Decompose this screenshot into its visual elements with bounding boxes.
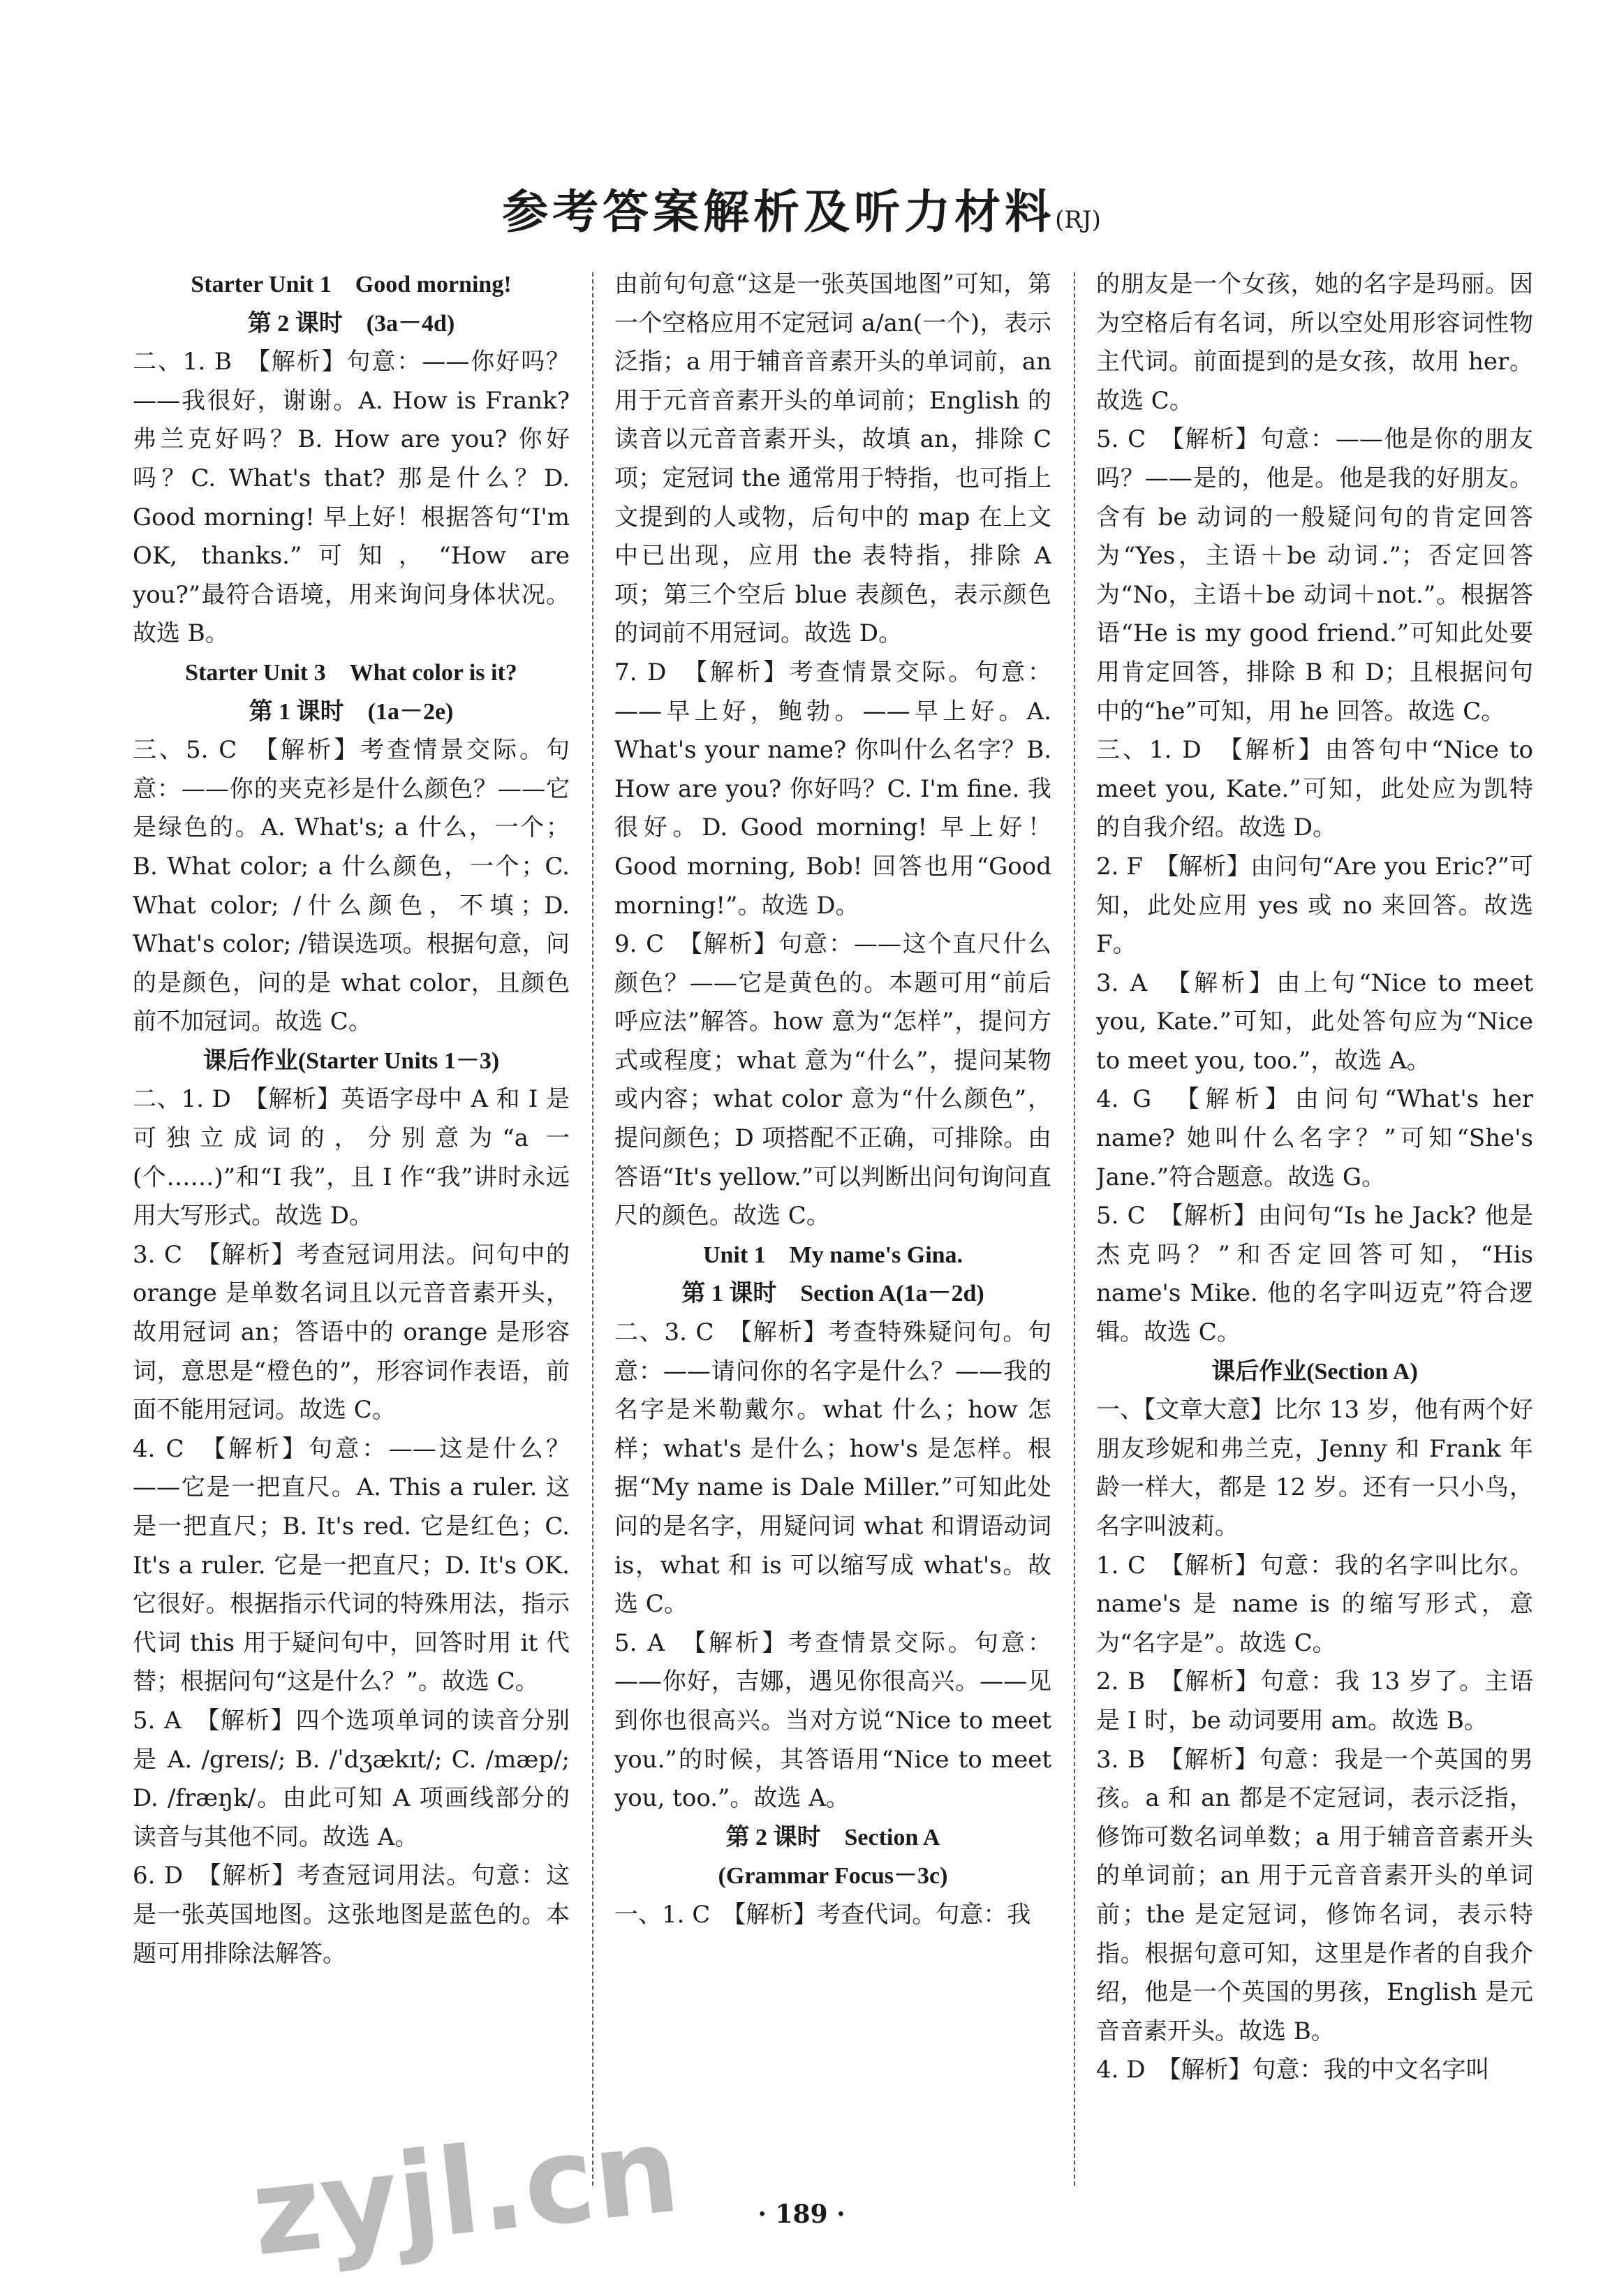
answer-item: 2. B 【解析】句意：我 13 岁了。主语是 I 时，be 动词要用 am。故选 B。	[1096, 1668, 1533, 1735]
answer-item: 三、1. D 【解析】由答句中“Nice to meet you, Kate.”可知，此处应为凯特的自我介绍。故选 D。	[1096, 736, 1533, 842]
section-heading: 课后作业(Section A)	[1211, 1358, 1418, 1385]
answer-item: 由前句句意“这是一张英国地图”可知，第一个空格应用不定冠词 a/an(一个)，表示泛指；a 用于辅音音素开头的单词前，an 用于元音音素开头的单词前；English 的读音以元音音素开头，故填 an，排除 C 项；定冠词 the 通常用于特指，也可指上文提到的人或物，后句中的 map 在上文中已出现，应用 the 表特指，排除 A 项；第三个空后 blue 表颜色，表示颜色的词前不用冠词。故选 D。	[614, 270, 1051, 648]
column-divider	[592, 272, 593, 2186]
page-header	[0, 175, 1603, 241]
section-heading: (Grammar Focus－3c)	[718, 1863, 948, 1890]
edition-code: (RJ)	[1055, 206, 1101, 234]
section-heading: 第 2 课时 (3a－4d)	[247, 310, 455, 337]
answer-item: 三、5. C 【解析】考查情景交际。句意：——你的夹克衫是什么颜色？——它是绿色的。A. What's; a 什么，一个；B. What color; a 什么颜色，一个；C. What color; /什么颜色，不填；D. What's color; /错误选项。根据句意，问的是颜色，问的是 what color，且颜色前不加冠词。故选 C。	[133, 736, 570, 1036]
section-heading: 第 1 课时 Section A(1a－2d)	[681, 1281, 984, 1307]
column-1	[133, 265, 570, 2193]
answer-item: 3. C 【解析】考查冠词用法。问句中的 orange 是单数名词且以元音音素开头，故用冠词 an；答语中的 orange 是形容词，意思是“橙色的”，形容词作表语，前面不能用冠词。故选 C。	[133, 1240, 570, 1425]
answer-item: 4. D 【解析】句意：我的中文名字叫	[1096, 2056, 1490, 2084]
column-divider	[1074, 272, 1075, 2186]
page-number: · 189 ·	[758, 2200, 845, 2229]
answer-item: 一、【文章大意】比尔 13 岁，他有两个好朋友珍妮和弗兰克，Jenny 和 Frank 年龄一样大，都是 12 岁。还有一只小鸟，名字叫波莉。	[1096, 1396, 1533, 1540]
answer-item: 5. C 【解析】句意：——他是你的朋友吗？——是的，他是。他是我的好朋友。含有 be 动词的一般疑问句的肯定回答为“Yes，主语＋be 动词.”；否定回答为“No，主语＋be 动词＋not.”。根据答语“He is my good friend.”可知此处要用肯定回答，排除 B 和 D；且根据问句中的“he”可知，用 he 回答。故选 C。	[1096, 425, 1533, 726]
answer-item: 的朋友是一个女孩，她的名字是玛丽。因为空格后有名词，所以空处用形容词性物主代词。前面提到的是女孩，故用 her。故选 C。	[1096, 270, 1533, 415]
page-title: 参考答案解析及听力材料	[502, 184, 1056, 239]
answer-item: 7. D 【解析】考查情景交际。句意：——早上好，鲍勃。——早上好。A. What's your name? 你叫什么名字？B. How are you? 你好吗？C. I'm fine. 我很好。D. Good morning! 早上好！Good morning, Bob! 回答也用“Good morning!”。故选 D。	[614, 658, 1051, 920]
section-heading: Starter Unit 1 Good morning!	[191, 272, 512, 297]
answer-item: 4. C 【解析】句意：——这是什么？——它是一把直尺。A. This a ruler. 这是一把直尺；B. It's red. 它是红色；C. It's a ruler. 它是一把直尺；D. It's OK. 它很好。根据指示代词的特殊用法，指示代词 this 用于疑问句中，回答时用 it 代替；根据问句“这是什么？”。故选 C。	[133, 1434, 570, 1696]
watermark: zyjl.cn	[245, 2100, 686, 2283]
column-3	[1096, 265, 1533, 2193]
column-2	[614, 265, 1051, 2193]
answer-item: 3. B 【解析】句意：我是一个英国的男孩。a 和 an 都是不定冠词，表示泛指，修饰可数名词单数；a 用于辅音音素开头的单词前；an 用于元音音素开头的单词前；the 是定冠词，修饰名词，表示特指。根据句意可知，这里是作者的自我介绍，他是一个英国的男孩，English 是元音音素开头。故选 B。	[1096, 1745, 1533, 2045]
section-heading: 第 2 课时 Section A	[725, 1824, 940, 1850]
answer-item: 一、1. C 【解析】考查代词。句意：我	[614, 1900, 1031, 1929]
answer-item: 5. A 【解析】考查情景交际。句意：——你好，吉娜，遇见你很高兴。——见到你也很高兴。当对方说“Nice to meet you.”的时候，其答语用“Nice to meet you, too.”。故选 A。	[614, 1628, 1051, 1813]
answer-item: 二、1. B 【解析】句意：——你好吗？——我很好，谢谢。A. How is Frank? 弗兰克好吗？B. How are you? 你好吗？C. What's that? 那是什么？D. Good morning! 早上好！根据答句“I'm OK, thanks.”可知，“How are you?”最符合语境，用来询问身体状况。故选 B。	[133, 348, 570, 648]
answer-item: 5. A 【解析】四个选项单词的读音分别是 A. /greɪs/; B. /ˈdʒækɪt/; C. /mæp/; D. /fræŋk/。由此可知 A 项画线部分的读音与其他不同。故选 A。	[133, 1706, 570, 1851]
answer-item: 4. G 【解析】由问句“What's her name? 她叫什么名字？”可知“She's Jane.”符合题意。故选 G。	[1096, 1085, 1533, 1191]
answer-item: 6. D 【解析】考查冠词用法。句意：这是一张英国地图。这张地图是蓝色的。本题可用排除法解答。	[133, 1862, 570, 1968]
answer-item: 二、3. C 【解析】考查特殊疑问句。句意：——请问你的名字是什么？——我的名字是米勒戴尔。what 什么；how 怎样；what's 是什么；how's 是怎样。根据“My name is Dale Miller.”可知此处问的是名字，用疑问词 what 和谓语动词 is，what 和 is 可以缩写成 what's。故选 C。	[614, 1318, 1051, 1619]
section-heading: 第 1 课时 (1a－2e)	[249, 698, 454, 725]
answer-item: 1. C 【解析】句意：我的名字叫比尔。name's 是 name is 的缩写形式，意为“名字是”。故选 C。	[1096, 1551, 1533, 1657]
section-heading: Starter Unit 3 What color is it?	[185, 659, 517, 686]
section-heading: 课后作业(Starter Units 1－3)	[202, 1047, 500, 1074]
answer-item: 5. C 【解析】由问句“Is he Jack? 他是杰克吗？”和否定回答可知，“His name's Mike. 他的名字叫迈克”符合逻辑。故选 C。	[1096, 1202, 1533, 1347]
answer-item: 2. F 【解析】由问句“Are you Eric?”可知，此处应用 yes 或 no 来回答。故选 F。	[1096, 852, 1533, 959]
section-heading: Unit 1 My name's Gina.	[702, 1242, 963, 1268]
answer-item: 9. C 【解析】句意：——这个直尺什么颜色？——它是黄色的。本题可用“前后呼应法”解答。how 意为“怎样”，提问方式或程度；what 意为“什么”，提问某物或内容；what color 意为“什么颜色”，提问颜色；D 项搭配不正确，可排除。由答语“It's yellow.”可以判断出问句询问直尺的颜色。故选 C。	[614, 930, 1051, 1230]
answer-item: 3. A 【解析】由上句“Nice to meet you, Kate.”可知，此处答句应为“Nice to meet you, too.”，故选 A。	[1096, 969, 1533, 1075]
answer-item: 二、1. D 【解析】英语字母中 A 和 I 是可独立成词的，分别意为“a 一(个……)”和“I 我”，且 I 作“我”讲时永远用大写形式。故选 D。	[133, 1085, 570, 1230]
